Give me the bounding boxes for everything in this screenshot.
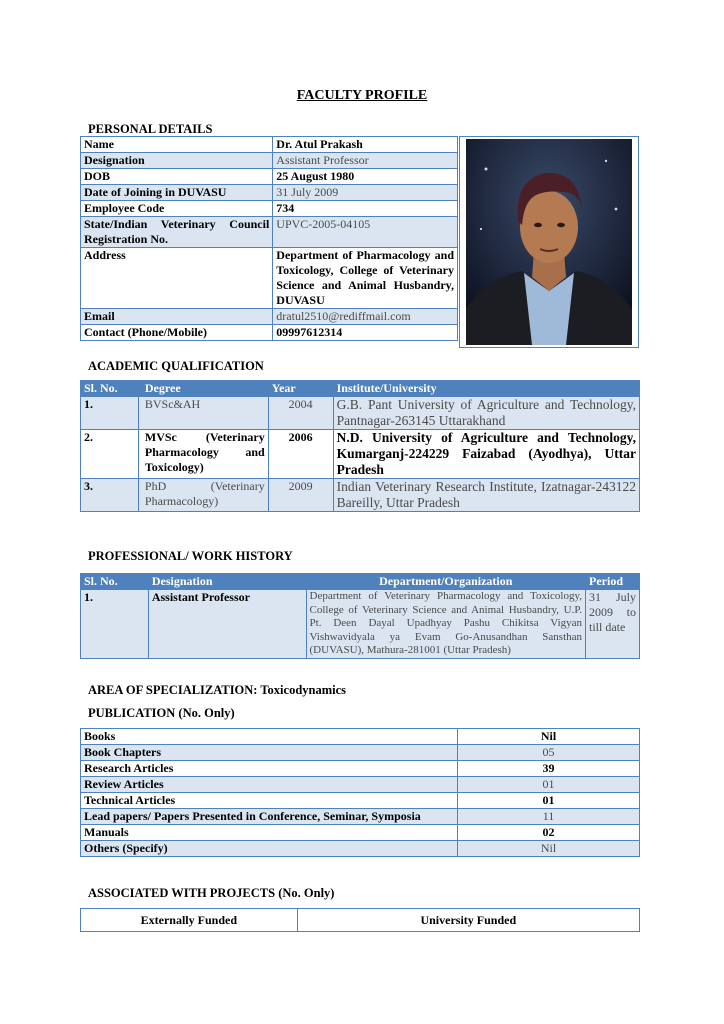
row-value: 734 [273, 201, 458, 217]
row-label: Others (Specify) [81, 841, 458, 857]
externally-funded-header: Externally Funded [81, 909, 298, 932]
row-label: Contact (Phone/Mobile) [81, 325, 273, 341]
university-funded-header: University Funded [297, 909, 639, 932]
table-row [81, 185, 458, 201]
profile-photo [459, 136, 639, 348]
row-label: Lead papers/ Papers Presented in Conference, Seminar, Symposia [81, 809, 458, 825]
row-label: Date of Joining in DUVASU [81, 185, 273, 201]
personal-details-table [80, 136, 458, 341]
period-cell: 31 July 2009 to till date [586, 590, 640, 659]
personal-details-heading: PERSONAL DETAILS [88, 122, 213, 136]
table-row [81, 201, 458, 217]
row-value: Assistant Professor [273, 153, 458, 169]
column-header: Sl. No. [81, 381, 139, 397]
row-label: Email [81, 309, 273, 325]
sl-no-cell: 1. [81, 590, 149, 659]
table-row [81, 909, 640, 932]
row-value: 02 [458, 825, 640, 841]
row-value: Dr. Atul Prakash [273, 137, 458, 153]
table-header-row [81, 574, 640, 590]
table-row [81, 248, 458, 309]
table-row [81, 153, 458, 169]
department-cell: Department of Veterinary Pharmacology and Toxicology, College of Veterinary Science and Animal Husbandry, U.P. Pt. Deen Dayal Upadhyay Pashu Chikitsa Vigyan Vishwavidyala ya Evam Go-Anusandhan Sansthan (DUVASU), Mathura-281001 (Uttar Pradesh) [306, 590, 586, 659]
column-header: Designation [148, 574, 306, 590]
row-value: 25 August 1980 [273, 169, 458, 185]
row-value: Nil [458, 729, 640, 745]
row-value: 01 [458, 777, 640, 793]
row-label: Designation [81, 153, 273, 169]
table-row [81, 761, 640, 777]
institute-cell: G.B. Pant University of Agriculture and Technology, Pantnagar-263145 Uttarakhand [333, 397, 639, 430]
column-header: Period [586, 574, 640, 590]
year-cell: 2004 [268, 397, 333, 430]
institute-cell: Indian Veterinary Research Institute, Izatnagar-243122 Bareilly, Uttar Pradesh [333, 479, 639, 512]
degree-cell: BVSc&AH [138, 397, 268, 430]
person-photo-icon [466, 139, 632, 345]
table-row [81, 841, 640, 857]
publication-heading: PUBLICATION (No. Only) [88, 706, 235, 720]
degree-cell: MVSc (Veterinary Pharmacology and Toxicology) [138, 430, 268, 479]
table-row [81, 309, 458, 325]
table-row [81, 590, 640, 659]
row-label: Research Articles [81, 761, 458, 777]
academic-qualification-table [80, 380, 640, 512]
table-row [81, 430, 640, 479]
table-row [81, 217, 458, 248]
row-label: Review Articles [81, 777, 458, 793]
table-row [81, 137, 458, 153]
column-header: Year [268, 381, 333, 397]
year-cell: 2006 [268, 430, 333, 479]
row-value: 01 [458, 793, 640, 809]
work-history-table [80, 573, 640, 659]
row-label: Address [81, 248, 273, 309]
table-row [81, 325, 458, 341]
column-header: Sl. No. [81, 574, 149, 590]
work-history-heading: PROFESSIONAL/ WORK HISTORY [88, 549, 293, 563]
degree-cell: PhD (Veterinary Pharmacology) [138, 479, 268, 512]
specialization-heading: AREA OF SPECIALIZATION: Toxicodynamics [88, 683, 347, 697]
row-label: State/Indian Veterinary Council Registration No. [81, 217, 273, 248]
row-value: 11 [458, 809, 640, 825]
publication-table [80, 728, 640, 857]
table-row [81, 169, 458, 185]
row-label: Books [81, 729, 458, 745]
row-value: 39 [458, 761, 640, 777]
designation-cell: Assistant Professor [148, 590, 306, 659]
table-header-row [81, 381, 640, 397]
row-value: 09997612314 [273, 325, 458, 341]
sl-no-cell: 3. [81, 479, 139, 512]
row-value: dratul2510@rediffmail.com [273, 309, 458, 325]
projects-table [80, 908, 640, 932]
academic-qualification-heading: ACADEMIC QUALIFICATION [88, 359, 264, 373]
row-value: Nil [458, 841, 640, 857]
table-row [81, 745, 640, 761]
row-label: Employee Code [81, 201, 273, 217]
row-label: Name [81, 137, 273, 153]
year-cell: 2009 [268, 479, 333, 512]
sl-no-cell: 2. [81, 430, 139, 479]
row-label: Technical Articles [81, 793, 458, 809]
table-row [81, 729, 640, 745]
row-label: DOB [81, 169, 273, 185]
institute-cell: N.D. University of Agriculture and Technology, Kumarganj-224229 Faizabad (Ayodhya), Uttar Pradesh [333, 430, 639, 479]
projects-heading: ASSOCIATED WITH PROJECTS (No. Only) [88, 886, 335, 900]
sl-no-cell: 1. [81, 397, 139, 430]
table-row [81, 825, 640, 841]
row-label: Book Chapters [81, 745, 458, 761]
column-header: Institute/University [333, 381, 639, 397]
row-value: UPVC-2005-04105 [273, 217, 458, 248]
column-header: Department/Organization [306, 574, 586, 590]
row-value: 05 [458, 745, 640, 761]
row-label: Manuals [81, 825, 458, 841]
table-row [81, 777, 640, 793]
column-header: Degree [138, 381, 268, 397]
table-row [81, 479, 640, 512]
row-value: 31 July 2009 [273, 185, 458, 201]
page-title: FACULTY PROFILE [296, 88, 428, 103]
table-row [81, 793, 640, 809]
table-row [81, 809, 640, 825]
row-value: Department of Pharmacology and Toxicology, College of Veterinary Science and Animal Husbandry, DUVASU [273, 248, 458, 309]
table-row [81, 397, 640, 430]
